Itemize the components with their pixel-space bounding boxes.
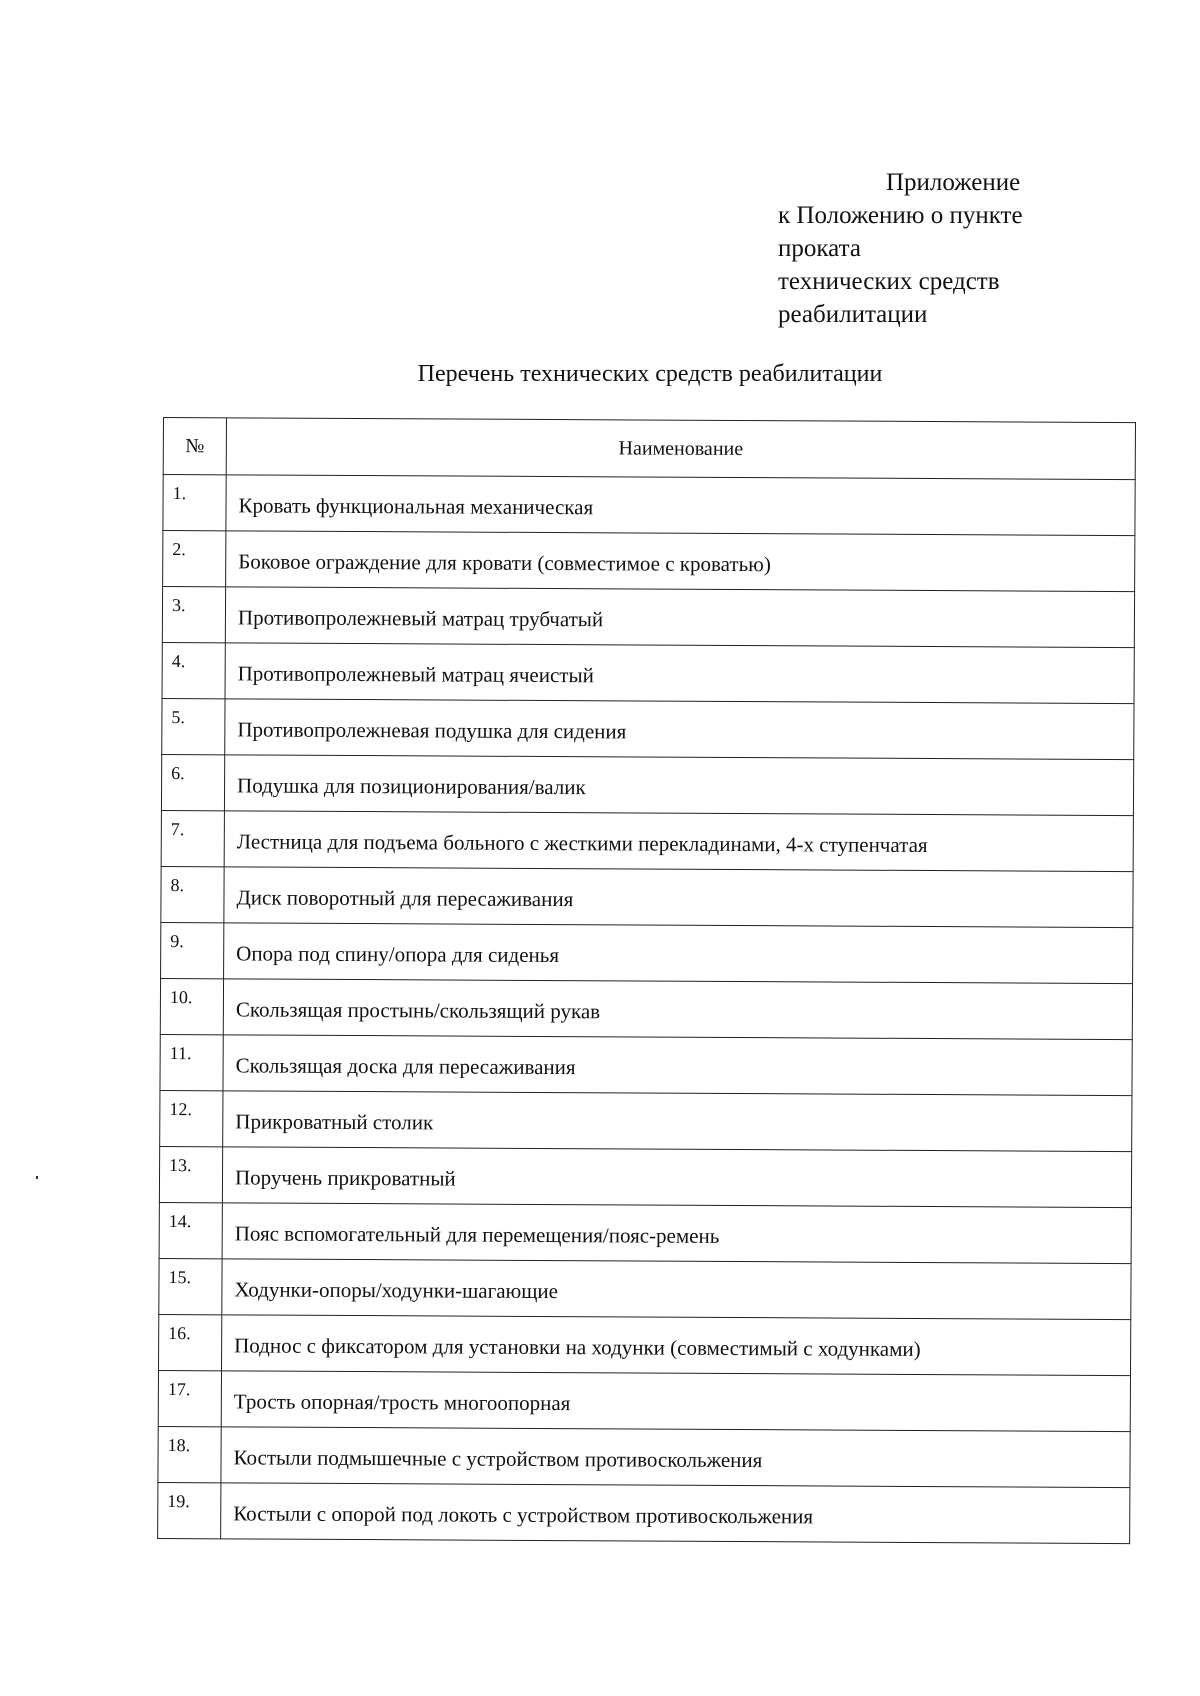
row-name: Прикроватный столик xyxy=(223,1091,1132,1152)
row-number: 6. xyxy=(161,754,224,810)
table-row xyxy=(163,531,1135,592)
row-name: Поднос с фиксатором для установки на ходунки (совместимый с ходунками) xyxy=(222,1315,1131,1376)
appendix-note xyxy=(778,166,1108,331)
row-number: 11. xyxy=(160,1034,223,1090)
row-name: Ходунки-опоры/ходунки-шагающие xyxy=(222,1259,1131,1320)
table-row xyxy=(161,754,1133,815)
appendix-line: проката xyxy=(778,235,861,262)
row-number: 15. xyxy=(159,1258,222,1314)
row-name: Скользящая доска для пересаживания xyxy=(223,1035,1132,1096)
table-row xyxy=(160,978,1132,1039)
table-row xyxy=(159,1146,1131,1207)
row-name: Скользящая простынь/скользящий рукав xyxy=(223,979,1132,1040)
table-row xyxy=(161,922,1133,983)
table-row xyxy=(162,642,1134,703)
appendix-title: Приложение xyxy=(886,169,1021,196)
table-row xyxy=(159,1202,1131,1263)
table-row xyxy=(163,475,1135,536)
row-name: Опора под спину/опора для сиденья xyxy=(224,923,1133,984)
appendix-line: технических средств xyxy=(778,268,1000,295)
rehab-equipment-table xyxy=(157,417,1136,1544)
row-name: Костыли с опорой под локоть с устройством противоскольжения xyxy=(221,1483,1130,1544)
table-row xyxy=(159,1258,1131,1319)
row-number: 19. xyxy=(158,1482,221,1538)
table-row xyxy=(160,1034,1132,1095)
row-name: Кровать функциональная механическая xyxy=(226,475,1135,536)
table-row xyxy=(160,1090,1132,1151)
table-row xyxy=(162,587,1134,648)
row-name: Противопролежневая подушка для сидения xyxy=(225,699,1134,760)
row-name: Пояс вспомогательный для перемещения/пояс-ремень xyxy=(222,1203,1131,1264)
row-number: 4. xyxy=(162,642,225,698)
row-name: Трость опорная/трость многоопорная xyxy=(221,1371,1130,1432)
table-row xyxy=(158,1482,1130,1543)
appendix-line: реабилитации xyxy=(778,301,928,328)
row-number: 3. xyxy=(162,587,225,643)
row-number: 12. xyxy=(160,1090,223,1146)
row-number: 17. xyxy=(158,1370,221,1426)
row-name: Противопролежневый матрац ячеистый xyxy=(225,643,1134,704)
table-row xyxy=(161,810,1133,871)
row-name: Боковое ограждение для кровати (совместимое с кроватью) xyxy=(226,531,1135,592)
row-number: 13. xyxy=(159,1146,222,1202)
row-number: 8. xyxy=(161,866,224,922)
table-header-row xyxy=(163,418,1135,480)
row-number: 7. xyxy=(161,810,224,866)
row-name: Противопролежневый матрац трубчатый xyxy=(225,587,1134,648)
row-name: Костыли подмышечные с устройством противоскольжения xyxy=(221,1427,1130,1488)
table-row xyxy=(158,1426,1130,1487)
table-row xyxy=(162,698,1134,759)
row-name: Поручень прикроватный xyxy=(222,1147,1131,1208)
row-number: 18. xyxy=(158,1426,221,1482)
row-number: 16. xyxy=(159,1314,222,1370)
document-title: Перечень технических средств реабилитации xyxy=(417,361,883,387)
row-number: 1. xyxy=(163,475,226,531)
row-name: Лестница для подъема больного с жесткими перекладинами, 4-х ступенчатая xyxy=(224,811,1133,872)
scan-speck xyxy=(36,1176,38,1179)
row-number: 5. xyxy=(162,698,225,754)
row-number: 9. xyxy=(161,922,224,978)
table-row xyxy=(158,1370,1130,1431)
appendix-line: к Положению о пункте xyxy=(778,202,1023,229)
header-name: Наименование xyxy=(226,418,1135,480)
table-row xyxy=(159,1314,1131,1375)
table-body xyxy=(158,475,1136,1544)
row-number: 14. xyxy=(159,1202,222,1258)
table-row xyxy=(161,866,1133,927)
header-number: № xyxy=(163,418,226,475)
row-name: Подушка для позиционирования/валик xyxy=(224,755,1133,816)
row-number: 2. xyxy=(163,531,226,587)
row-name: Диск поворотный для пересаживания xyxy=(224,867,1133,928)
row-number: 10. xyxy=(160,978,223,1034)
